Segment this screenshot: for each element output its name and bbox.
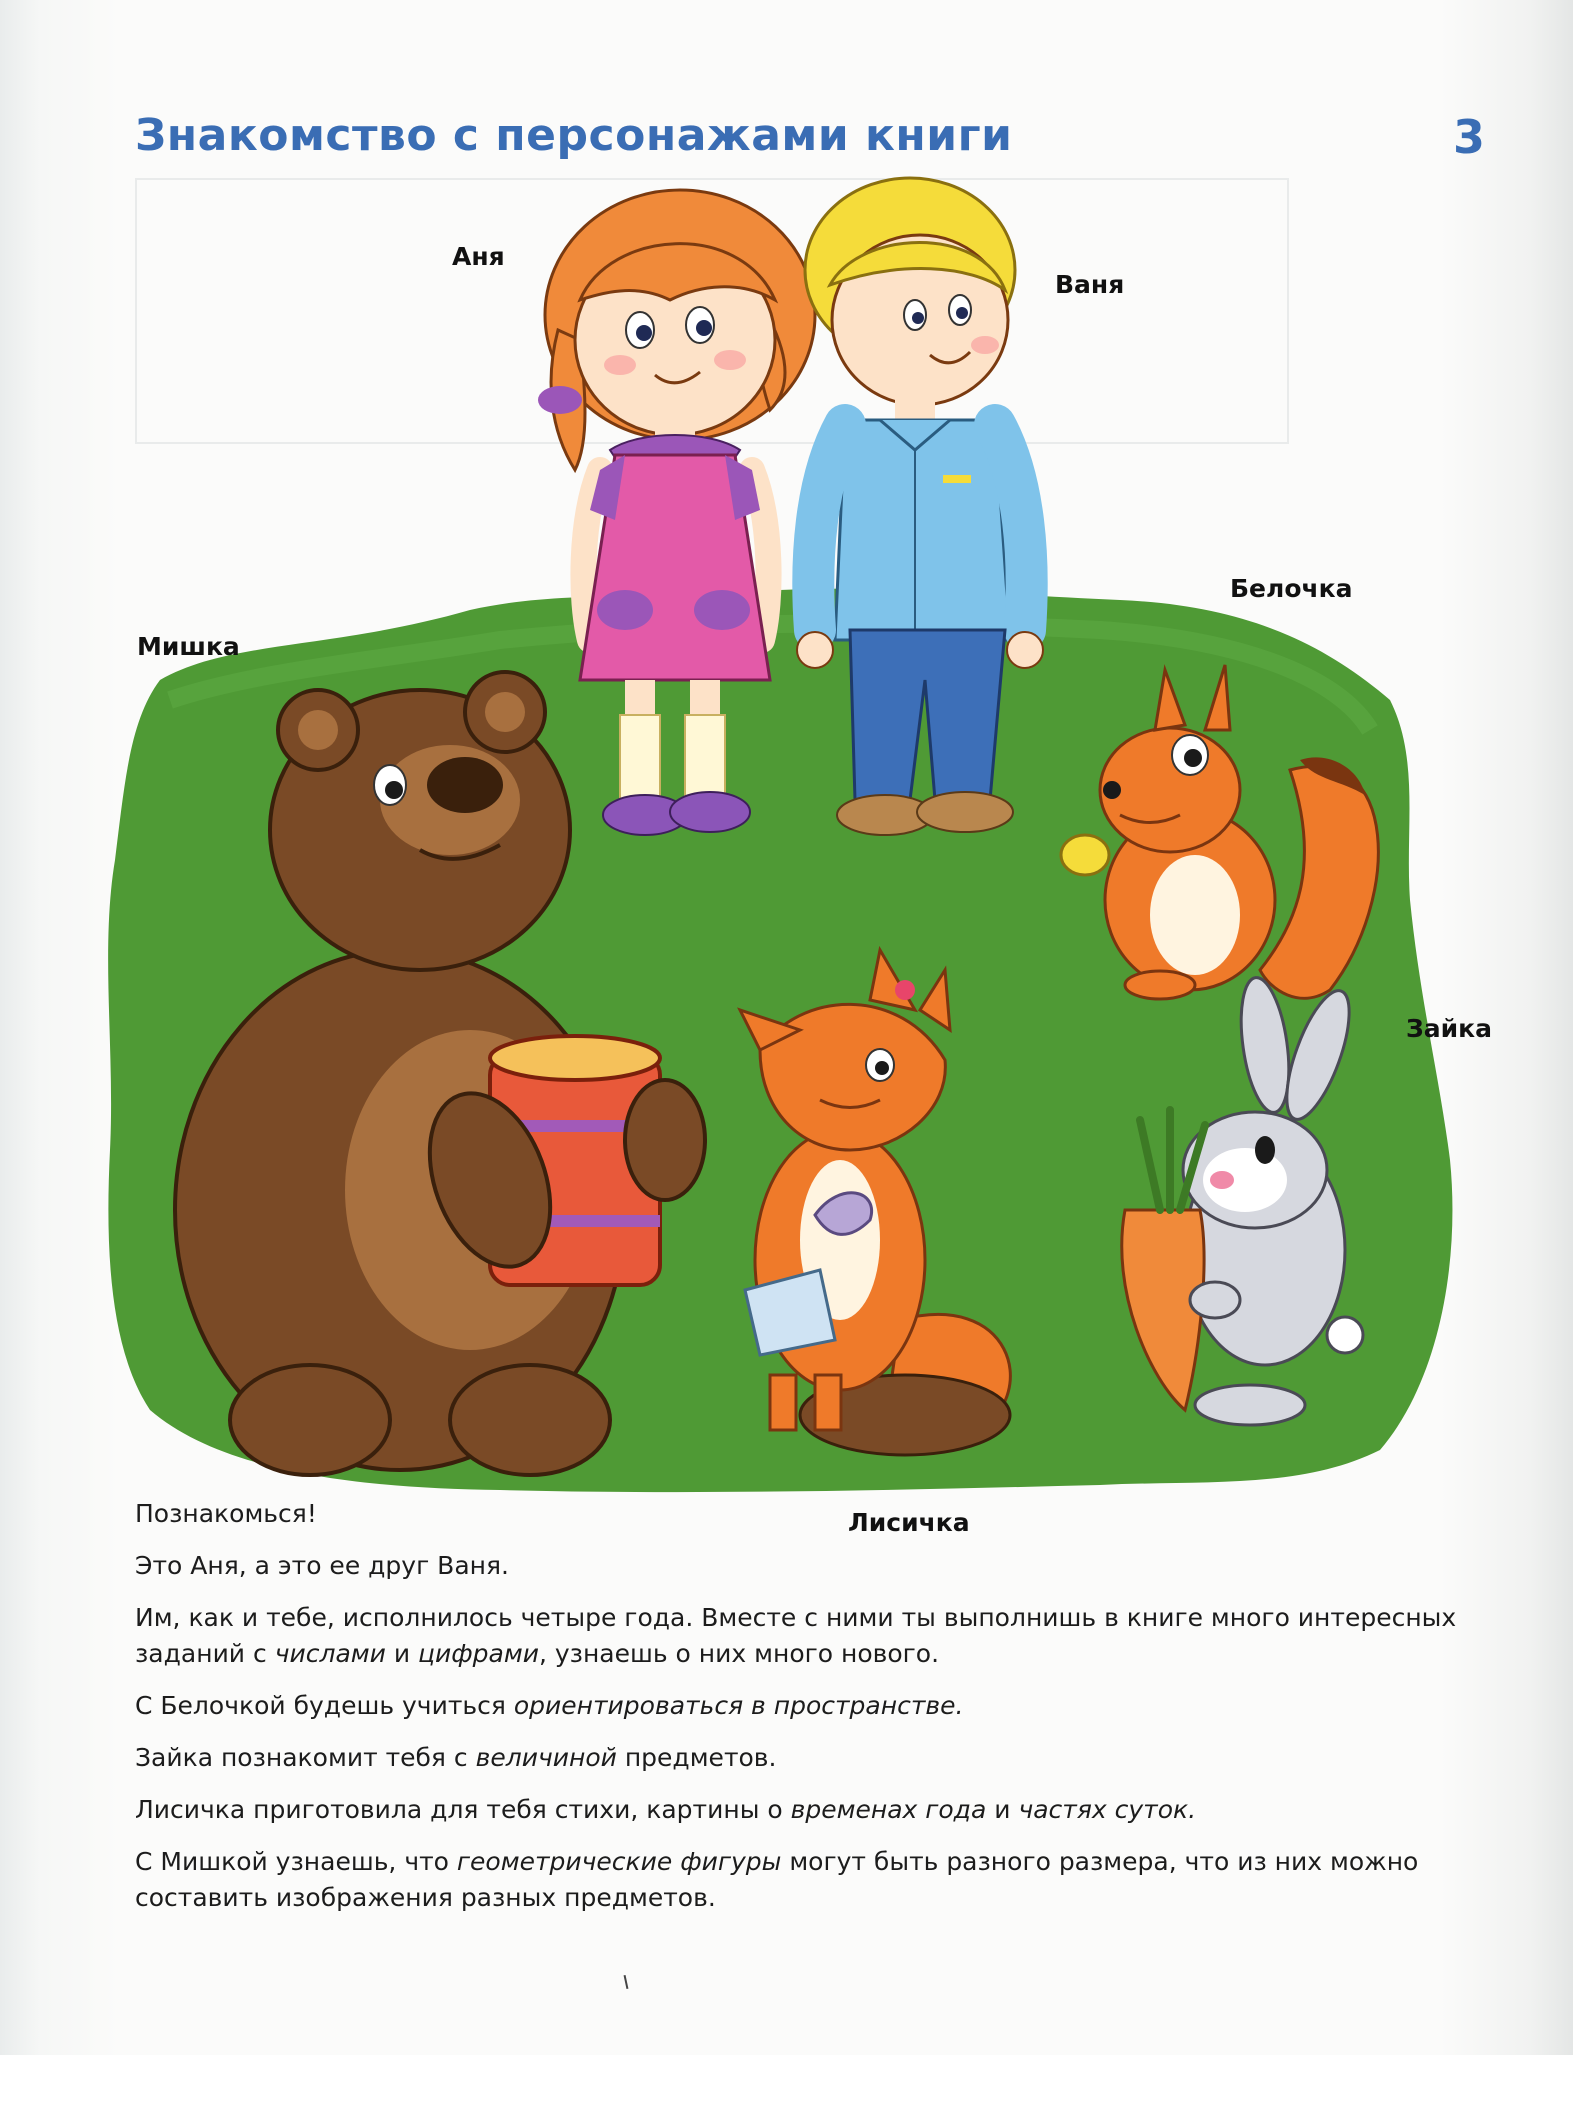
page-title: Знакомство с персонажами книги bbox=[135, 110, 1013, 161]
paragraph-anya-vanya: Это Аня, а это ее друг Ваня. bbox=[135, 1551, 509, 1580]
label-mishka: Мишка bbox=[137, 632, 240, 661]
page-number: 3 bbox=[1453, 110, 1486, 164]
stray-mark bbox=[624, 1975, 629, 1989]
paragraph-zaika: Зайка познакомит тебя с величиной предметов. bbox=[135, 1743, 777, 1772]
label-anya: Аня bbox=[452, 242, 505, 271]
paragraph-belochka: С Белочкой будешь учиться ориентироваться в пространстве. bbox=[135, 1691, 964, 1720]
scan-margin bbox=[0, 2055, 1573, 2104]
label-belochka: Белочка bbox=[1230, 574, 1353, 603]
label-zaika: Зайка bbox=[1406, 1014, 1492, 1043]
intro-text bbox=[135, 1496, 1475, 1932]
paragraph-mishka: С Мишкой узнаешь, что геометрические фигуры могут быть разного размера, что из них можно составить изображения разных предметов. bbox=[135, 1847, 1419, 1912]
label-vanya: Ваня bbox=[1055, 270, 1125, 299]
paragraph-greeting: Познакомься! bbox=[135, 1499, 317, 1528]
paragraph-numbers: Им, как и тебе, исполнилось четыре года. Вместе с ними ты выполнишь в книге много интересных заданий с числами и цифрами, узнаешь о них много нового. bbox=[135, 1603, 1457, 1668]
label-lisichka: Лисичка bbox=[848, 1508, 970, 1537]
paragraph-lisichka: Лисичка приготовила для тебя стихи, картины о временах года и частях суток. bbox=[135, 1795, 1197, 1824]
